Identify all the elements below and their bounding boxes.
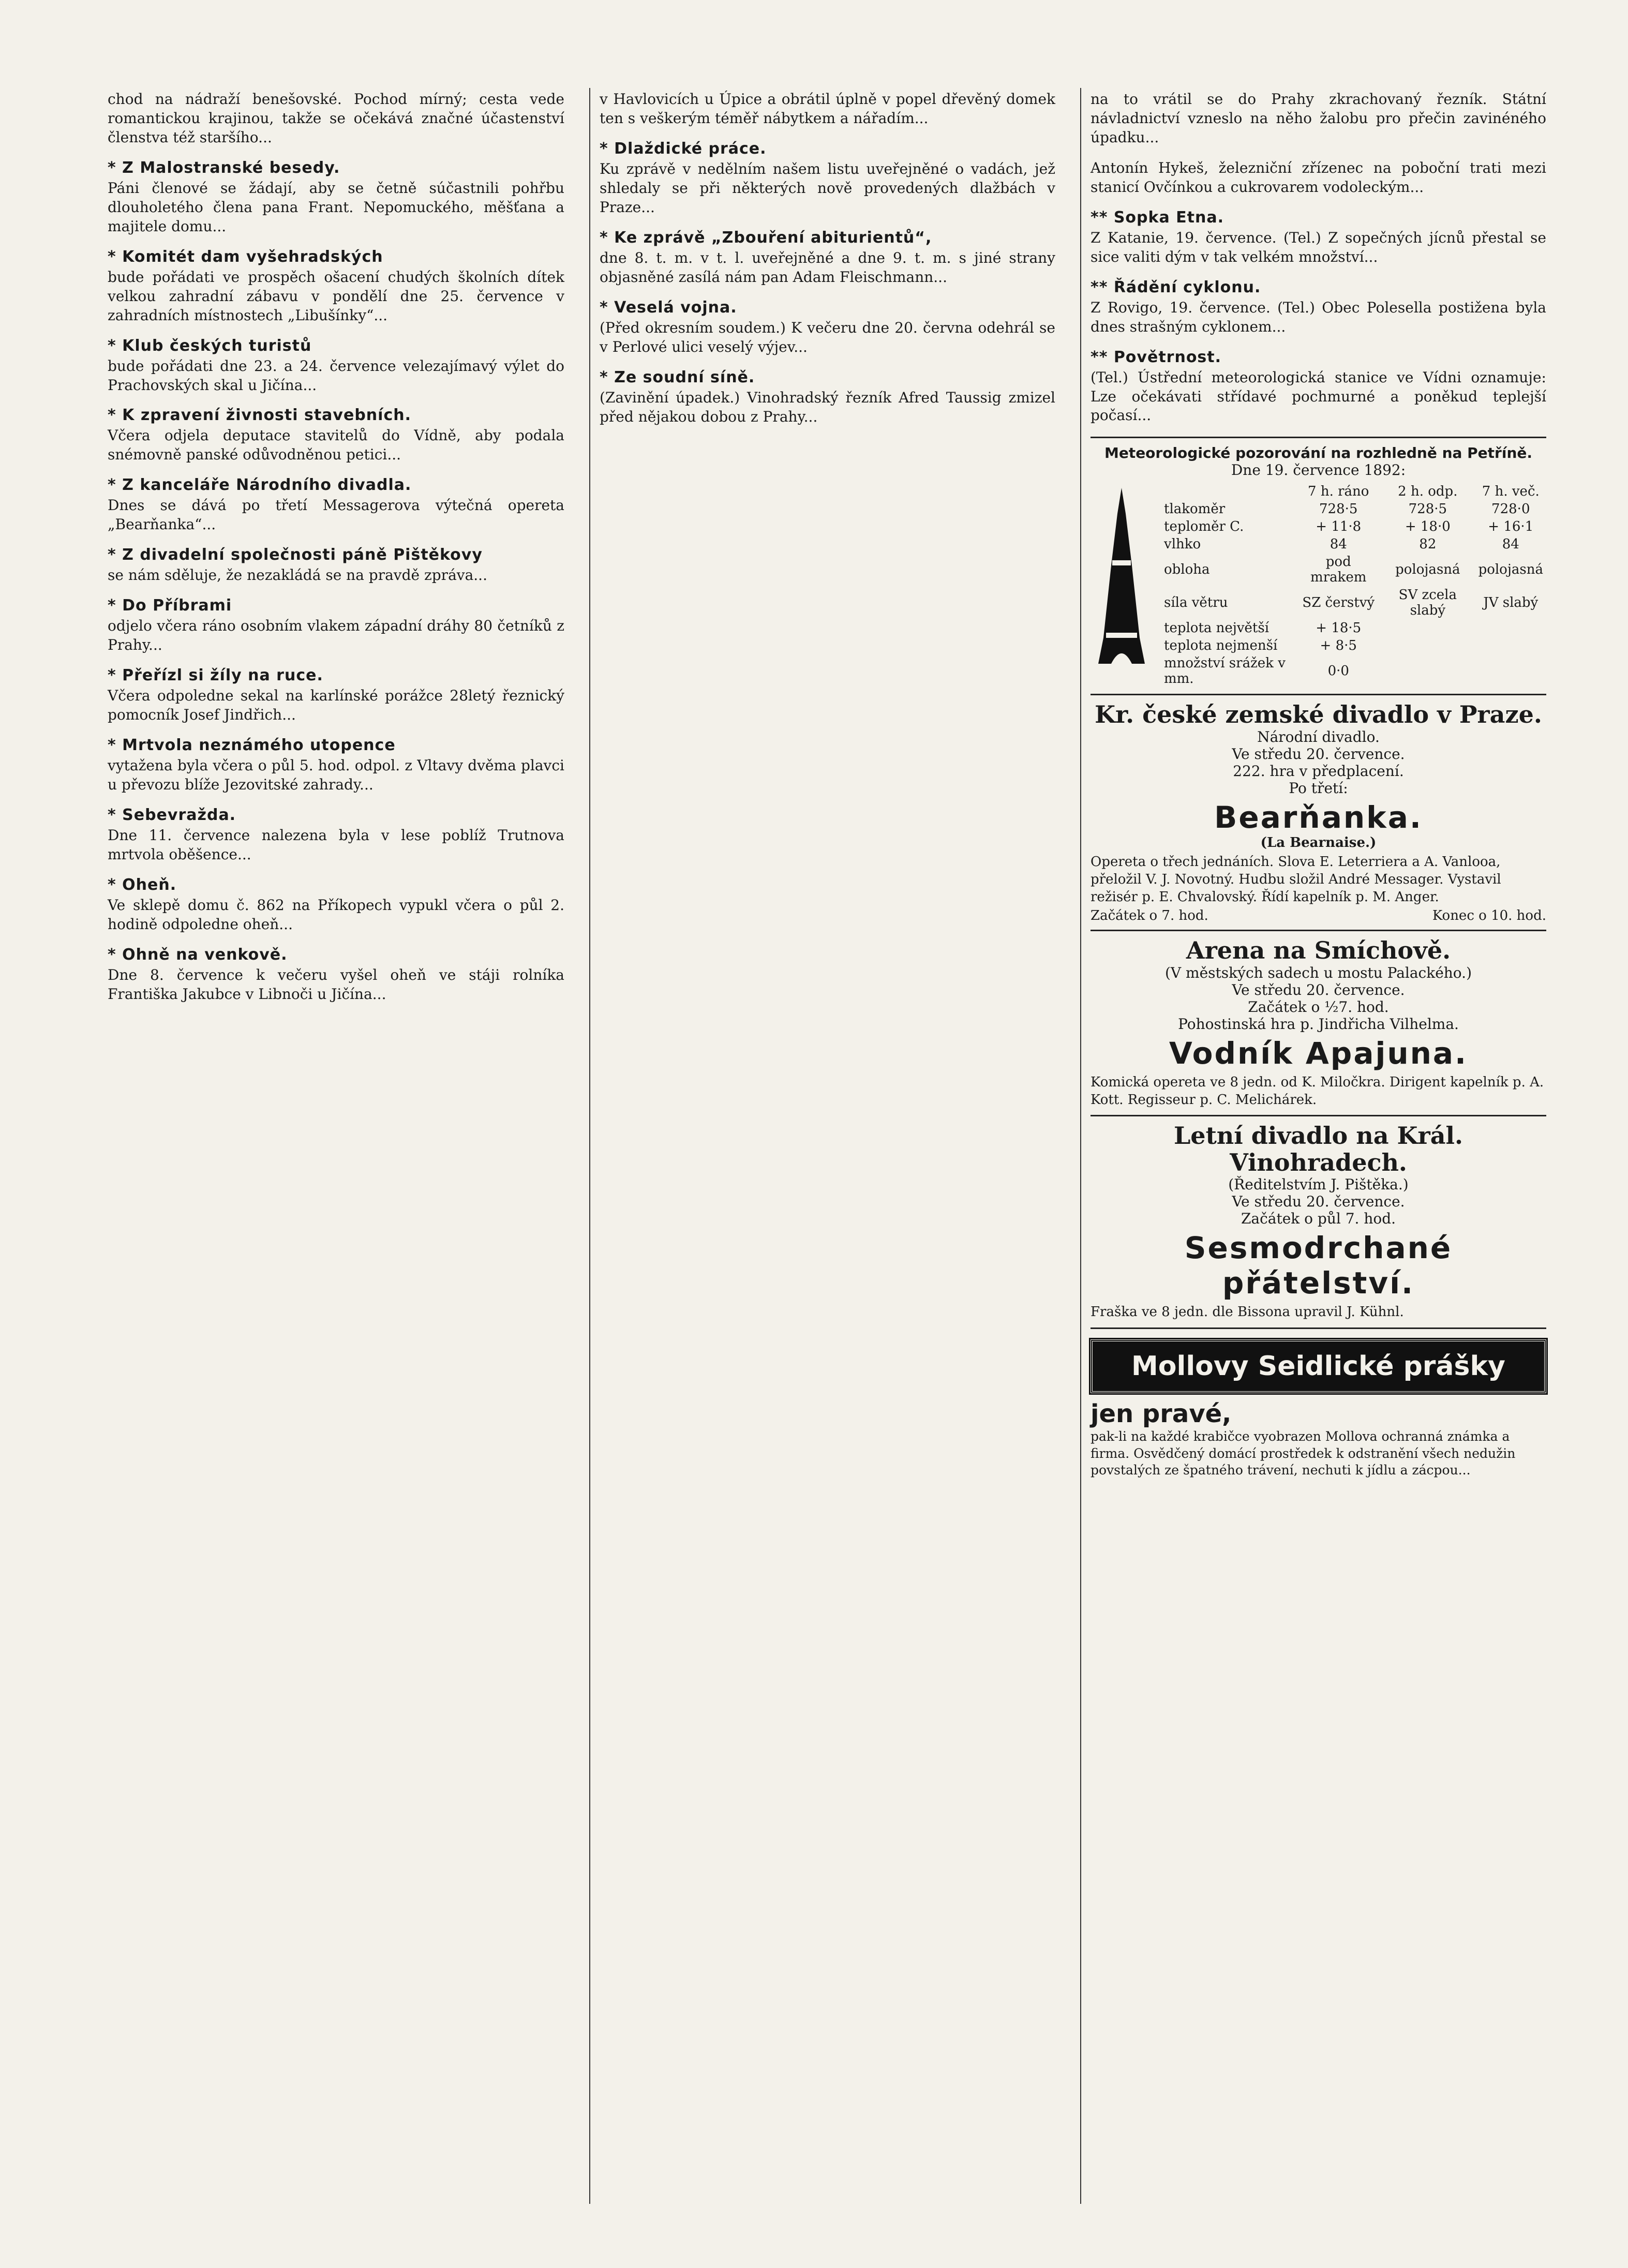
article-text: Ve sklepě domu č. 862 na Příkopech vypukl včera o půl 2. hodině odpoledne oheň... (108, 896, 564, 933)
weather-header-cell: 2 h. odp. (1398, 484, 1458, 500)
article-heading: * Z divadelní společnosti páně Pištěkovy (108, 546, 483, 564)
article (108, 596, 564, 655)
weather-cell: 0·0 (1327, 663, 1349, 679)
theatre-info: 222. hra v předplacení. (1233, 762, 1404, 780)
article (600, 299, 1055, 357)
theatre-subtitle: (V městských sadech u mostu Palackého.) (1165, 964, 1472, 981)
weather-cell: vlhko (1164, 536, 1201, 553)
theatre-title: Kr. české zemské divadlo v Praze. (1095, 700, 1542, 729)
weather-cell: teplota nejmenší (1164, 638, 1278, 654)
article-text: (Tel.) Ústřední meteorologická stanice ve Vídni oznamuje: Lze očekávati střídavé pochmurné a poněkud teplejší počasí... (1091, 368, 1546, 424)
weather-cell: tlakoměr (1164, 501, 1226, 517)
advertisement (1091, 1329, 1546, 1479)
article-text: Antonín Hykeš, železniční zřízenec na poboční trati mezi stanicí Ovčínkou a cukrovarem vodoleckým... (1091, 159, 1546, 196)
weather-body (1091, 483, 1546, 688)
article-heading: ** Povětrnost. (1091, 348, 1222, 366)
weather-cell (1475, 619, 1546, 637)
weather-cell: 728·5 (1319, 501, 1358, 517)
weather-cell: SV zcela slabý (1398, 587, 1457, 619)
theatre-listings (1091, 695, 1546, 1329)
weather-cell: + 16·1 (1488, 519, 1534, 535)
theatre-subtitle: Národní divadlo. (1257, 728, 1380, 745)
article-text: chod na nádraží benešovské. Pochod mírný; cesta vede romantickou krajinou, takže se očekává značné účastenství členstva též staršího... (108, 91, 564, 146)
weather-cell: 84 (1330, 536, 1347, 553)
article-text: bude pořádati dne 23. a 24. července velezajímavý výlet do Prachovských skal u Jičína... (108, 357, 564, 394)
article (108, 159, 564, 236)
article (1091, 159, 1546, 197)
weather-cell: polojasná (1478, 562, 1543, 578)
theatre-date: Ve středu 20. července. (1232, 1193, 1405, 1211)
article (600, 140, 1055, 217)
weather-cell (1475, 637, 1546, 654)
article-heading: * Ze soudní síně. (600, 368, 755, 386)
article-text: se nám sděluje, že nezakládá se na pravdě zpráva... (108, 566, 487, 584)
article-heading: * Sebevražda. (108, 805, 236, 824)
article-text: Ku zprávě v nedělním našem listu uveřejněné o vadách, jež shledaly se při některých nově provedených dlažbách v Praze... (600, 160, 1055, 216)
petrin-tower-icon (1091, 483, 1153, 669)
weather-cell: obloha (1164, 562, 1210, 578)
theatre-title: Arena na Smíchově. (1186, 936, 1451, 965)
article (600, 229, 1055, 287)
article-heading: * Komitét dam vyšehradských (108, 247, 383, 266)
article-heading: * Přeřízl si žíly na ruce. (108, 666, 323, 685)
article-heading: ** Sopka Etna. (1091, 208, 1224, 227)
ad-headline: jen pravé, (1091, 1399, 1232, 1429)
article (108, 476, 564, 534)
theatre-title: Letní divadlo na Král. Vinohradech. (1173, 1122, 1463, 1176)
weather-report (1091, 437, 1546, 695)
article-text: odjelo včera ráno osobním vlakem západní dráhy 80 četníků z Prahy... (108, 617, 564, 654)
column-3 (1080, 88, 1556, 2204)
article (108, 806, 564, 864)
article (108, 90, 564, 147)
weather-cell: pod mrakem (1310, 554, 1367, 586)
article-text: Včera odjela deputace stavitelů do Vídně, aby podala snémovně panské odůvodněnou petici... (108, 427, 564, 464)
article-heading: * Veselá vojna. (600, 298, 737, 317)
article-text: (Zavinění úpadek.) Vinohradský řezník Afred Taussig zmizel před nějakou dobou z Prahy... (600, 389, 1055, 425)
weather-row (1161, 654, 1546, 688)
weather-cell: + 18·5 (1316, 620, 1362, 636)
theatre-notice (1091, 1116, 1546, 1329)
article (600, 90, 1055, 128)
weather-cell (1380, 637, 1475, 654)
ad-text: pak-li na každé krabičce vyobrazen Mollova ochranná známka a firma. Osvědčený domácí prostředek k odstranění všech nedužin povstalých ze špatného trávení, nechuti k jídlu a zácpou... (1091, 1429, 1516, 1478)
weather-cell: teploměr C. (1164, 519, 1244, 535)
weather-row (1161, 619, 1546, 637)
article (108, 248, 564, 325)
theatre-subtitle: (Ředitelstvím J. Pištěka.) (1228, 1176, 1409, 1193)
article-text: Dne 8. července k večeru vyšel oheň ve stáji rolníka Františka Jakubce v Libnoči u Jičína... (108, 966, 564, 1003)
weather-cell: množství srážek v mm. (1164, 655, 1286, 687)
weather-cell: + 8·5 (1320, 638, 1357, 654)
theatre-date: Ve středu 20. července. (1232, 981, 1405, 998)
weather-table (1161, 483, 1546, 688)
weather-row (1161, 553, 1546, 586)
theatre-end: Konec o 10. hod. (1432, 908, 1546, 924)
columns (98, 88, 1556, 2204)
article-heading: * Oheň. (108, 875, 177, 894)
theatre-start: Začátek o 7. hod. (1091, 908, 1208, 924)
theatre-times (1091, 908, 1546, 923)
play-title: Bearňanka. (1214, 799, 1423, 835)
article-text: Včera odpoledne sekal na karlínské porážce 28letý řeznický pomocník Josef Jindřich... (108, 687, 564, 724)
weather-row (1161, 535, 1546, 553)
article-heading: * K zpravení živnosti stavebních. (108, 406, 411, 425)
column-1 (98, 88, 574, 2204)
article-text: Páni členové se žádají, aby se četně súčastnili pohřbu dlouholetého člena pana Frant. Nepomuckého, měšťana a majitele domu... (108, 179, 564, 235)
article-heading: * Mrtvola neznámého utopence (108, 736, 396, 755)
weather-cell (1380, 654, 1475, 688)
ad-banner: Mollovy Seidlické prášky (1091, 1339, 1546, 1393)
play-title: Sesmodrchané přátelství. (1184, 1230, 1453, 1301)
article-text: Dne 11. července nalezena byla v lese poblíž Trutnova mrtvola oběšence... (108, 826, 564, 863)
theatre-run: Pohostinská hra p. Jindřicha Vilhelma. (1178, 1015, 1459, 1033)
weather-cell: 728·0 (1491, 501, 1530, 517)
article-heading: ** Řádění cyklonu. (1091, 278, 1261, 296)
play-alt-title: (La Bearnaise.) (1260, 834, 1377, 850)
weather-row (1161, 586, 1546, 619)
weather-row (1161, 500, 1546, 518)
weather-cell: síla větru (1164, 595, 1228, 611)
weather-header-row (1161, 483, 1546, 500)
article (1091, 208, 1546, 267)
article-heading: * Z kanceláře Národního divadla. (108, 476, 412, 495)
weather-cell: SZ čerstvý (1302, 595, 1375, 611)
article-heading: * Ohně na venkově. (108, 945, 288, 964)
theatre-text: Komická opereta ve 8 jedn. od K. Miločkra. Dirigent kapelník p. A. Kott. Regisseur p. C. Melichárek. (1091, 1074, 1544, 1108)
theatre-info: Začátek o půl 7. hod. (1241, 1210, 1396, 1228)
article-text: (Před okresním soudem.) K večeru dne 20. června odehrál se v Perlové ulici veselý výjev... (600, 319, 1055, 355)
article (108, 876, 564, 934)
article-heading: * Klub českých turistů (108, 336, 312, 355)
article-heading: * Z Malostranské besedy. (108, 158, 340, 177)
article-heading: * Dlaždické práce. (600, 139, 767, 158)
article-heading: * Do Příbrami (108, 596, 232, 615)
article-text: Z Katanie, 19. července. (Tel.) Z sopečných jícnů přestal se sice valiti dým v tak velkém množství... (1091, 229, 1546, 265)
article (1091, 90, 1546, 147)
weather-header-cell: 7 h. ráno (1308, 484, 1369, 500)
weather-cell: JV slabý (1483, 595, 1539, 611)
weather-cell (1475, 654, 1546, 688)
column-2 (589, 88, 1065, 2204)
weather-row (1161, 637, 1546, 654)
article-text: v Havlovicích u Úpice a obrátil úplně v popel dřevěný domek ten s veškerým téměř nábytkem a nářadím... (600, 91, 1055, 127)
article-text: na to vrátil se do Prahy zkrachovaný řezník. Státní návladnictví vzneslo na něho žalobu pro přečin zavinéného úpadku... (1091, 91, 1546, 146)
weather-header-cell (1161, 483, 1296, 500)
article (108, 406, 564, 465)
theatre-text: Opereta o třech jednáních. Slova E. Leterriera a A. Vanlooa, přeložil V. J. Novotný. Hudbu složil André Messager. Vystavil režisér p. E. Chvalovský. Řídí kapelník p. M. Anger. (1091, 854, 1501, 905)
article (1091, 278, 1546, 337)
article-heading: * Ke zprávě „Zbouření abiturientů“, (600, 228, 932, 247)
article (600, 368, 1055, 427)
article-text: Dnes se dává po třetí Messagerova výtečná opereta „Bearňanka“... (108, 497, 564, 533)
article (108, 546, 564, 585)
weather-cell: + 18·0 (1405, 519, 1451, 535)
play-title: Vodník Apajuna. (1169, 1035, 1468, 1071)
article-text: dne 8. t. m. v t. l. uveřejněné a dne 9. t. m. s jiné strany objasněné zasílá nám pan Adam Fleischmann... (600, 249, 1055, 286)
article (108, 736, 564, 795)
weather-cell: 84 (1502, 536, 1519, 553)
weather-cell: 82 (1419, 536, 1437, 553)
article (108, 946, 564, 1004)
weather-header-cell: 7 h. več. (1482, 484, 1540, 500)
theatre-notice (1091, 695, 1546, 931)
weather-cell: teplota největší (1164, 620, 1269, 636)
theatre-info: Začátek o ½7. hod. (1248, 998, 1389, 1016)
weather-cell: polojasná (1395, 562, 1460, 578)
weather-date: Dne 19. července 1892: (1231, 461, 1406, 479)
theatre-text: Fraška ve 8 jedn. dle Bissona upravil J. Kühnl. (1091, 1304, 1404, 1320)
theatre-notice (1091, 931, 1546, 1116)
theatre-date: Ve středu 20. července. (1232, 745, 1405, 763)
weather-cell: 728·5 (1408, 501, 1447, 517)
weather-row (1161, 518, 1546, 535)
article-text: vytažena byla včera o půl 5. hod. odpol. z Vltavy dvěma plavci u převozu blíže Jezovitské zahrady... (108, 757, 564, 794)
article-text: Z Rovigo, 19. července. (Tel.) Obec Polesella postižena byla dnes strašným cyklonem... (1091, 299, 1546, 335)
weather-cell (1380, 619, 1475, 637)
article (1091, 348, 1546, 426)
weather-title: Meteorologické pozorování na rozhledně na Petříně. (1104, 444, 1533, 462)
article (108, 337, 564, 395)
weather-cell: + 11·8 (1316, 519, 1362, 535)
theatre-run: Po třetí: (1289, 779, 1348, 797)
article (108, 666, 564, 725)
article-text: bude pořádati ve prospěch ošacení chudých školních dítek velkou zahradní zábavu v pondělí dne 25. července v zahradních místnostech „Libušínky“... (108, 268, 564, 324)
